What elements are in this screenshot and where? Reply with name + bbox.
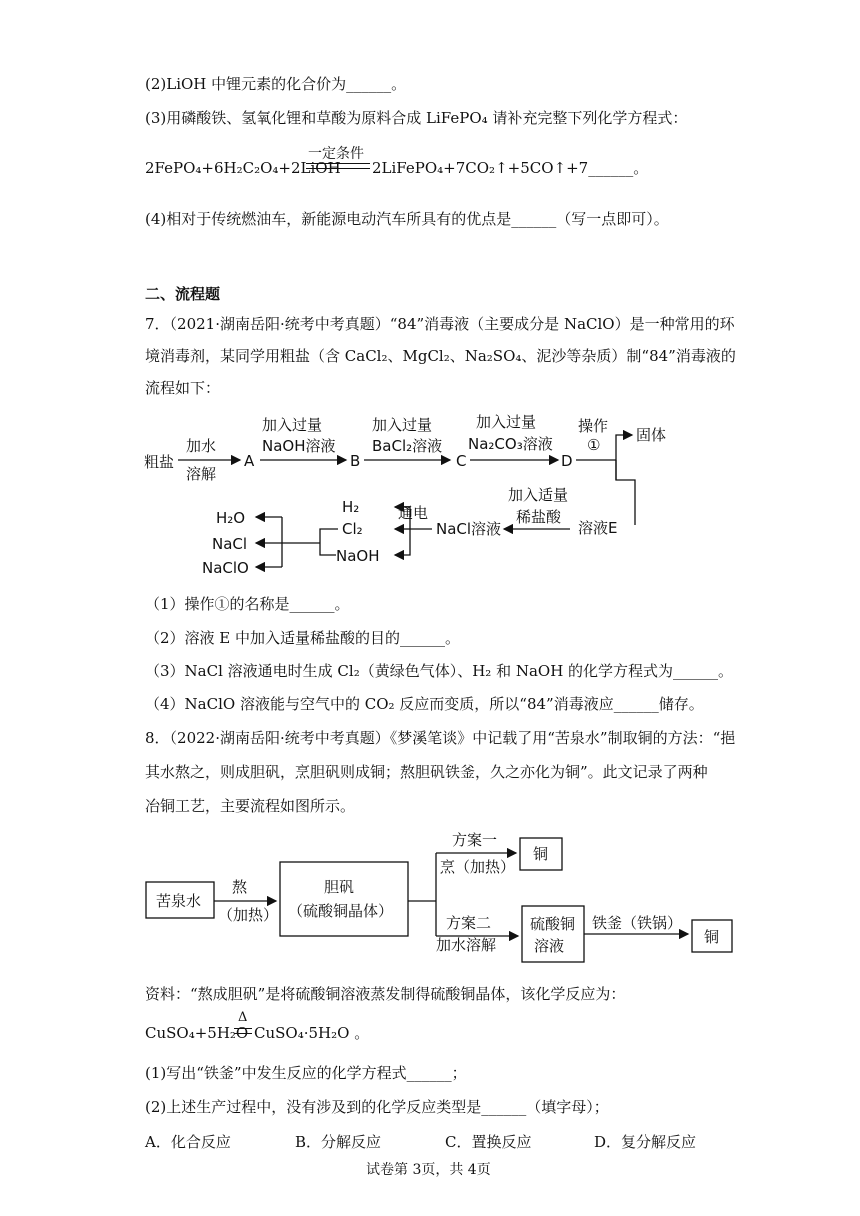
choice-b: B．分解反应 (295, 1133, 382, 1151)
choice-c: C．置换反应 (445, 1133, 532, 1151)
step2-line1: 加入过量 (262, 416, 323, 434)
section-title: 二、流程题 (145, 285, 221, 303)
q7-sub1: （1）操作①的名称是______。 (145, 595, 350, 613)
plan2-label: 方案二 (446, 914, 492, 932)
q8-intro-line1: 8．（2022·湖南岳阳·统考中考真题）《梦溪笔谈》中记载了用“苦泉水”制取铜的方法：“挹 (145, 729, 736, 747)
q6-equation-equals (306, 163, 370, 169)
q7-intro-line1: 7．（2021·湖南岳阳·统考中考真题）“84”消毒液（主要成分是 NaClO）是一种常用的环 (145, 315, 735, 333)
iron-pot-label: 铁釜（铁锅） (592, 914, 683, 932)
q6-equation-condition: 一定条件 (308, 146, 364, 162)
q6-equation-right: 2LiFePO₄+7CO₂↑+5CO↑+7______。 (372, 159, 649, 177)
q8-intro-line3: 冶铜工艺，主要流程如图所示。 (145, 797, 356, 815)
q8-flow-diagram (140, 826, 740, 966)
copper2-label: 铜 (704, 928, 720, 946)
node-d: D (561, 452, 573, 470)
choice-a: A．化合反应 (145, 1133, 231, 1151)
operation-line2: ① (587, 436, 601, 454)
step3-line2: BaCl₂溶液 (372, 437, 443, 455)
operation-line1: 操作 (578, 417, 609, 435)
cuso4-line2: 溶液 (534, 937, 565, 955)
crude-salt-label: 粗盐 (144, 453, 175, 471)
step2-line2: NaOH溶液 (262, 437, 336, 455)
cl2-label: Cl₂ (342, 520, 363, 538)
step4-line2: Na₂CO₃溶液 (468, 435, 553, 453)
hcl-line1: 加入适量 (508, 486, 569, 504)
q6-part2: (2)LiOH 中锂元素的化合价为______。 (145, 75, 407, 93)
q7-intro-line2: 境消毒剂，某同学用粗盐（含 CaCl₂、MgCl₂、Na₂SO₄、泥沙等杂质）制“84”消毒液的 (145, 347, 736, 365)
q6-equation-left: 2FePO₄+6H₂C₂O₄+2LiOH (145, 159, 341, 177)
q6-part3: (3)用磷酸铁、氢氧化锂和草酸为原料合成 LiFePO₄ 请补充完整下列化学方程式： (145, 109, 688, 127)
q8-info-eq-equals (234, 1028, 252, 1034)
q7-sub3: （3）NaCl 溶液通电时生成 Cl₂（黄绿色气体）、H₂ 和 NaOH 的化学方程式为______。 (145, 662, 734, 680)
node-c: C (456, 452, 467, 470)
boil-label: 熬 (232, 878, 248, 896)
q8-intro-line2: 其水熬之，则成胆矾，烹胆矾则成铜；熬胆矾铁釜，久之亦化为铜”。此文记录了两种 (145, 763, 708, 781)
naoh-label: NaOH (336, 547, 380, 565)
node-b: B (350, 452, 361, 470)
choice-d: D．复分解反应 (594, 1133, 697, 1151)
nacl-solution-label: NaCl溶液 (436, 520, 502, 538)
step3-line1: 加入过量 (372, 416, 433, 434)
q7-flow-diagram (140, 405, 720, 585)
nacl-label: NaCl (212, 535, 248, 553)
alum-line2: （硫酸铜晶体） (288, 902, 394, 920)
naclo-label: NaClO (202, 559, 249, 577)
plan1-action-label: 烹（加热） (440, 858, 516, 876)
q8-info-eq-left: CuSO₄+5H₂O (145, 1024, 249, 1042)
dissolve-label: 溶解 (186, 465, 217, 483)
step4-line1: 加入过量 (476, 413, 537, 431)
q7-sub2: （2）溶液 E 中加入适量稀盐酸的目的______。 (145, 629, 461, 647)
page-footer: 试卷第 3页，共 4页 (366, 1162, 491, 1178)
add-water-label: 加水 (186, 437, 217, 455)
q8-sub1: (1)写出“铁釜”中发生反应的化学方程式______； (145, 1064, 467, 1082)
solution-e-label: 溶液E (578, 519, 618, 537)
q7-intro-line3: 流程如下： (145, 379, 221, 397)
hcl-line2: 稀盐酸 (516, 508, 562, 526)
heat-label: （加热） (218, 906, 279, 924)
alum-line1: 胆矾 (324, 878, 355, 896)
electrolysis-label: 通电 (398, 504, 429, 522)
q7-sub4: （4）NaClO 溶液能与空气中的 CO₂ 反应而变质，所以“84”消毒液应______储存。 (145, 695, 704, 713)
solid-label: 固体 (636, 426, 667, 444)
q6-part4: (4)相对于传统燃油车，新能源电动汽车所具有的优点是______（写一点即可）。 (145, 210, 669, 228)
q8-sub2: (2)上述生产过程中，没有涉及到的化学反应类型是______（填字母）； (145, 1098, 609, 1116)
q8-info: 资料：“熬成胆矾”是将硫酸铜溶液蒸发制得硫酸铜晶体，该化学反应为： (145, 985, 626, 1003)
node-a: A (244, 452, 255, 470)
copper1-label: 铜 (533, 845, 549, 863)
cuso4-line1: 硫酸铜 (530, 915, 576, 933)
plan2-action-label: 加水溶解 (436, 936, 497, 954)
q8-info-eq-condition: Δ (238, 1010, 248, 1025)
h2-label: H₂ (342, 498, 360, 516)
bitter-water-label: 苦泉水 (156, 892, 202, 910)
h2o-label: H₂O (216, 509, 246, 527)
q8-info-eq-right: CuSO₄·5H₂O 。 (254, 1024, 370, 1042)
plan1-label: 方案一 (452, 831, 498, 849)
